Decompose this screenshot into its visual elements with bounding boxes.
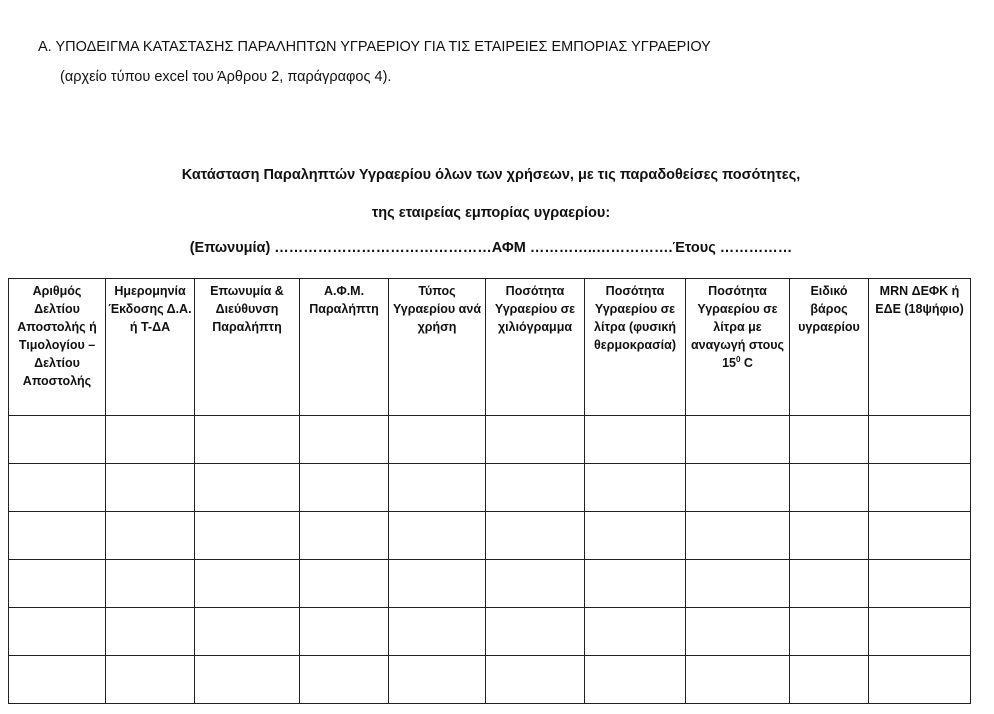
- table-cell: [389, 560, 486, 608]
- table-cell: [106, 656, 195, 704]
- table-cell: [686, 512, 790, 560]
- table-row: [9, 656, 971, 704]
- column-header-issue-date: [106, 279, 195, 416]
- column-header-label: Ποσότητα Υγραερίου σε λίτρα (φυσική θερμοκρασία): [594, 284, 676, 352]
- table-cell: [300, 464, 389, 512]
- table-cell: [790, 464, 869, 512]
- column-header-recipient-vat: [300, 279, 389, 416]
- column-header-label: Ειδικό βάρος υγραερίου: [798, 284, 860, 334]
- table-cell: [486, 416, 585, 464]
- table-cell: [869, 464, 971, 512]
- table-row: [9, 464, 971, 512]
- table-cell: [9, 512, 106, 560]
- column-header-label: Αριθμός Δελτίου Αποστολής ή Τιμολογίου –Δελτίου Αποστολής: [17, 284, 97, 388]
- table-cell: [790, 608, 869, 656]
- table-cell: [686, 416, 790, 464]
- table-cell: [486, 656, 585, 704]
- table-cell: [195, 512, 300, 560]
- table-cell: [106, 560, 195, 608]
- table-cell: [869, 608, 971, 656]
- table-row: [9, 608, 971, 656]
- table-cell: [486, 560, 585, 608]
- table-cell: [106, 512, 195, 560]
- column-header-label: Τύπος Υγραερίου ανά χρήση: [392, 284, 482, 334]
- table-cell: [486, 608, 585, 656]
- table-cell: [585, 608, 686, 656]
- table-cell: [106, 464, 195, 512]
- table-cell: [869, 560, 971, 608]
- table-cell: [389, 608, 486, 656]
- table-cell: [106, 608, 195, 656]
- form-title-line-1: Κατάσταση Παραληπτών Υγραερίου όλων των χρήσεων, με τις παραδοθείσες ποσότητες,: [181, 167, 801, 183]
- table-cell: [869, 512, 971, 560]
- celsius-suffix: C: [740, 356, 753, 370]
- table-cell: [686, 608, 790, 656]
- table-body: [9, 416, 971, 704]
- column-header-label-main: Ποσότητα Υγραερίου σε λίτρα με αναγωγή στους 15: [690, 284, 785, 370]
- column-header-specific-gravity: [790, 279, 869, 416]
- table-cell: [790, 560, 869, 608]
- table-cell: [790, 656, 869, 704]
- table-cell: [9, 464, 106, 512]
- heading-line-1: Α. ΥΠΟΔΕΙΓΜΑ ΚΑΤΑΣΤΑΣΗΣ ΠΑΡΑΛΗΠΤΩΝ ΥΓΡΑΕΡΙΟΥ ΓΙΑ ΤΙΣ ΕΤΑΙΡΕΙΕΣ ΕΜΠΟΡΙΑΣ ΥΓΡΑΕΡΙΟΥ: [38, 39, 711, 55]
- column-header-label: Επωνυμία & Διεύθυνση Παραλήπτη: [210, 284, 284, 334]
- table-cell: [300, 608, 389, 656]
- table-cell: [106, 416, 195, 464]
- column-header-quantity-litres-natural: [585, 279, 686, 416]
- table-cell: [389, 512, 486, 560]
- heading-line-2: (αρχείο τύπου excel του Άρθρου 2, παράγραφος 4).: [60, 69, 392, 85]
- table-cell: [585, 464, 686, 512]
- table-header-row: [9, 279, 971, 416]
- table-cell: [195, 464, 300, 512]
- form-title-line-3: (Επωνυμία) ………………………………………ΑΦΜ …………..…………….Έτους ……………: [189, 240, 793, 256]
- column-header-label: MRN ΔΕΦΚ ή ΕΔΕ (18ψήφιο): [875, 284, 964, 316]
- table-cell: [790, 512, 869, 560]
- table-cell: [585, 416, 686, 464]
- table-cell: [300, 416, 389, 464]
- table-cell: [790, 416, 869, 464]
- column-header-quantity-litres-15c: [686, 279, 790, 416]
- table-cell: [300, 512, 389, 560]
- table-cell: [869, 656, 971, 704]
- table-cell: [389, 416, 486, 464]
- table-row: [9, 560, 971, 608]
- table-cell: [585, 560, 686, 608]
- table-cell: [195, 656, 300, 704]
- column-header-label: Α.Φ.Μ. Παραλήπτη: [309, 284, 379, 316]
- table-row: [9, 416, 971, 464]
- table-cell: [869, 416, 971, 464]
- column-header-label: Ποσότητα Υγραερίου σε χιλιόγραμμα: [494, 284, 576, 334]
- column-header-lpg-type: [389, 279, 486, 416]
- table-cell: [686, 560, 790, 608]
- table-cell: [300, 656, 389, 704]
- table-cell: [585, 656, 686, 704]
- table-cell: [300, 560, 389, 608]
- table-cell: [195, 560, 300, 608]
- column-header-quantity-kg: [486, 279, 585, 416]
- column-header-recipient-name-address: [195, 279, 300, 416]
- table-cell: [686, 656, 790, 704]
- table-cell: [195, 416, 300, 464]
- table-cell: [389, 656, 486, 704]
- column-header-label: [686, 282, 789, 372]
- table-row: [9, 512, 971, 560]
- form-title-line-2: της εταιρείας εμπορίας υγραερίου:: [371, 205, 611, 221]
- degree-superscript: 0: [735, 354, 741, 364]
- table-cell: [389, 464, 486, 512]
- table-cell: [486, 464, 585, 512]
- column-header-delivery-note-number: [9, 279, 106, 416]
- table-cell: [9, 608, 106, 656]
- table-cell: [9, 560, 106, 608]
- table-cell: [195, 608, 300, 656]
- table-cell: [585, 512, 686, 560]
- table-cell: [9, 656, 106, 704]
- table-cell: [686, 464, 790, 512]
- table-cell: [9, 416, 106, 464]
- recipients-table: [8, 278, 971, 704]
- table-cell: [486, 512, 585, 560]
- column-header-mrn: [869, 279, 971, 416]
- column-header-label: Ημερομηνία Έκδοσης Δ.Α. ή Τ-ΔΑ: [108, 284, 192, 334]
